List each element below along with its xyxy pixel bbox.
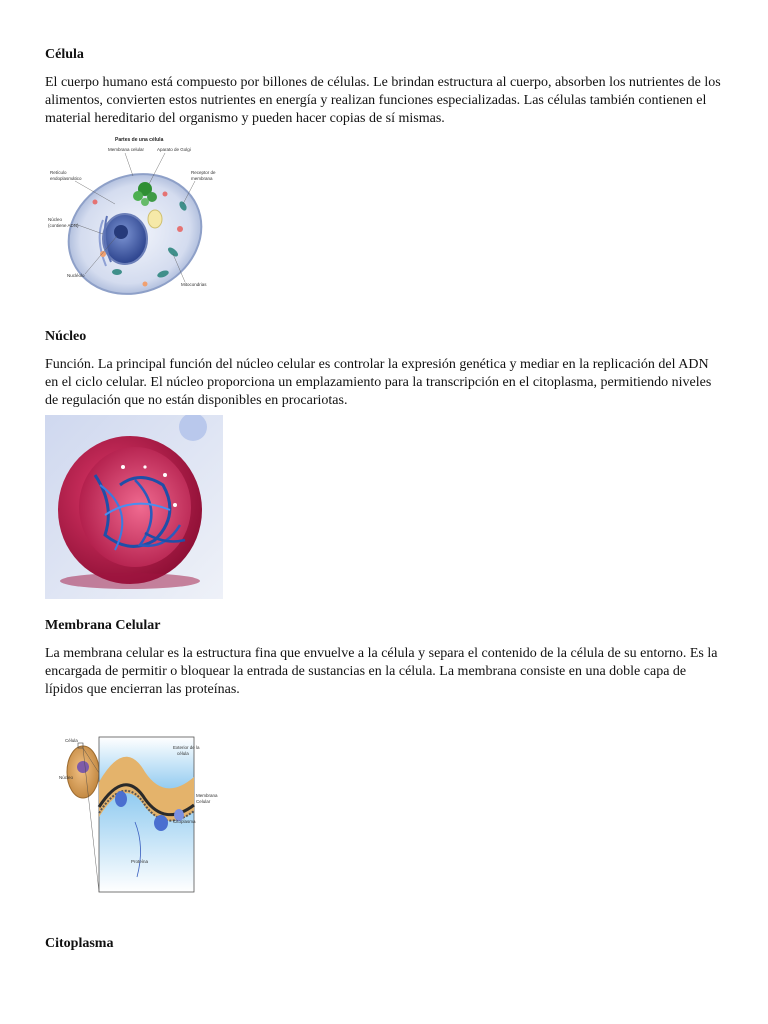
label-nucleo-2: (contiene ADN) [48, 223, 79, 228]
label-receptor-1: Receptor de [191, 170, 216, 175]
heading-membrana-celular: Membrana Celular [45, 618, 161, 633]
heading-celula: Célula [45, 47, 84, 62]
membrane-diagram-image [45, 727, 223, 907]
label-nucleo-1: Núcleo [48, 217, 63, 222]
heading-citoplasma: Citoplasma [45, 936, 114, 951]
label-receptor-2: membrana [191, 176, 213, 181]
paragraph-nucleo: Función. La principal función del núcleo celular es controlar la expresión genética y mediar en la replicación del ADN en el ciclo celular. El núcleo proporciona un emplazamiento para la transcripción en el citoplasma, permitiendo niveles de regulación que no están disponibles en procariotas. [45, 357, 712, 408]
label-reticulo-2: endoplasmático [50, 176, 82, 181]
label-nucleo-membrana: Núcleo [59, 775, 74, 780]
label-citoplasma-fig: Citoplasma [173, 819, 196, 824]
cell-diagram-image [45, 134, 225, 314]
label-membrana-2: Celular [196, 799, 211, 804]
cell-figure-title: Partes de una célula [115, 137, 164, 143]
paragraph-celula: El cuerpo humano está compuesto por billones de células. Le brindan estructura al cuerpo, absorben los nutrientes de los alimentos, convierten estos nutrientes en energía y realizan funciones especializadas. Las células también contienen el material hereditario del organismo y pueden hacer copias de sí mismas. [45, 75, 721, 126]
label-celula: Célula [65, 738, 78, 743]
document-page [45, 44, 725, 953]
label-exterior-2: célula [177, 751, 189, 756]
nucleus-3d-image [45, 415, 223, 599]
label-nucleolo: Nucléolo [67, 273, 85, 278]
paragraph-membrana-celular: La membrana celular es la estructura fina que envuelve a la célula y separa el contenido de la célula de su entorno. Es la encargada de permitir o bloquear la entrada de sustancias en la célula. La membrana consiste en una doble capa de lípidos que encierran las proteínas. [45, 646, 718, 697]
label-reticulo-1: Retículo [50, 170, 67, 175]
heading-nucleo: Núcleo [45, 329, 87, 344]
label-aparato-golgi: Aparato de Golgi [157, 147, 191, 152]
label-membrana-celular: Membrana celular [108, 147, 145, 152]
label-mitocondrias: Mitocondrias [181, 282, 207, 287]
label-proteina: Proteína [131, 859, 149, 864]
label-membrana-1: Membrana [196, 793, 218, 798]
label-exterior-1: Exterior de la [173, 745, 200, 750]
